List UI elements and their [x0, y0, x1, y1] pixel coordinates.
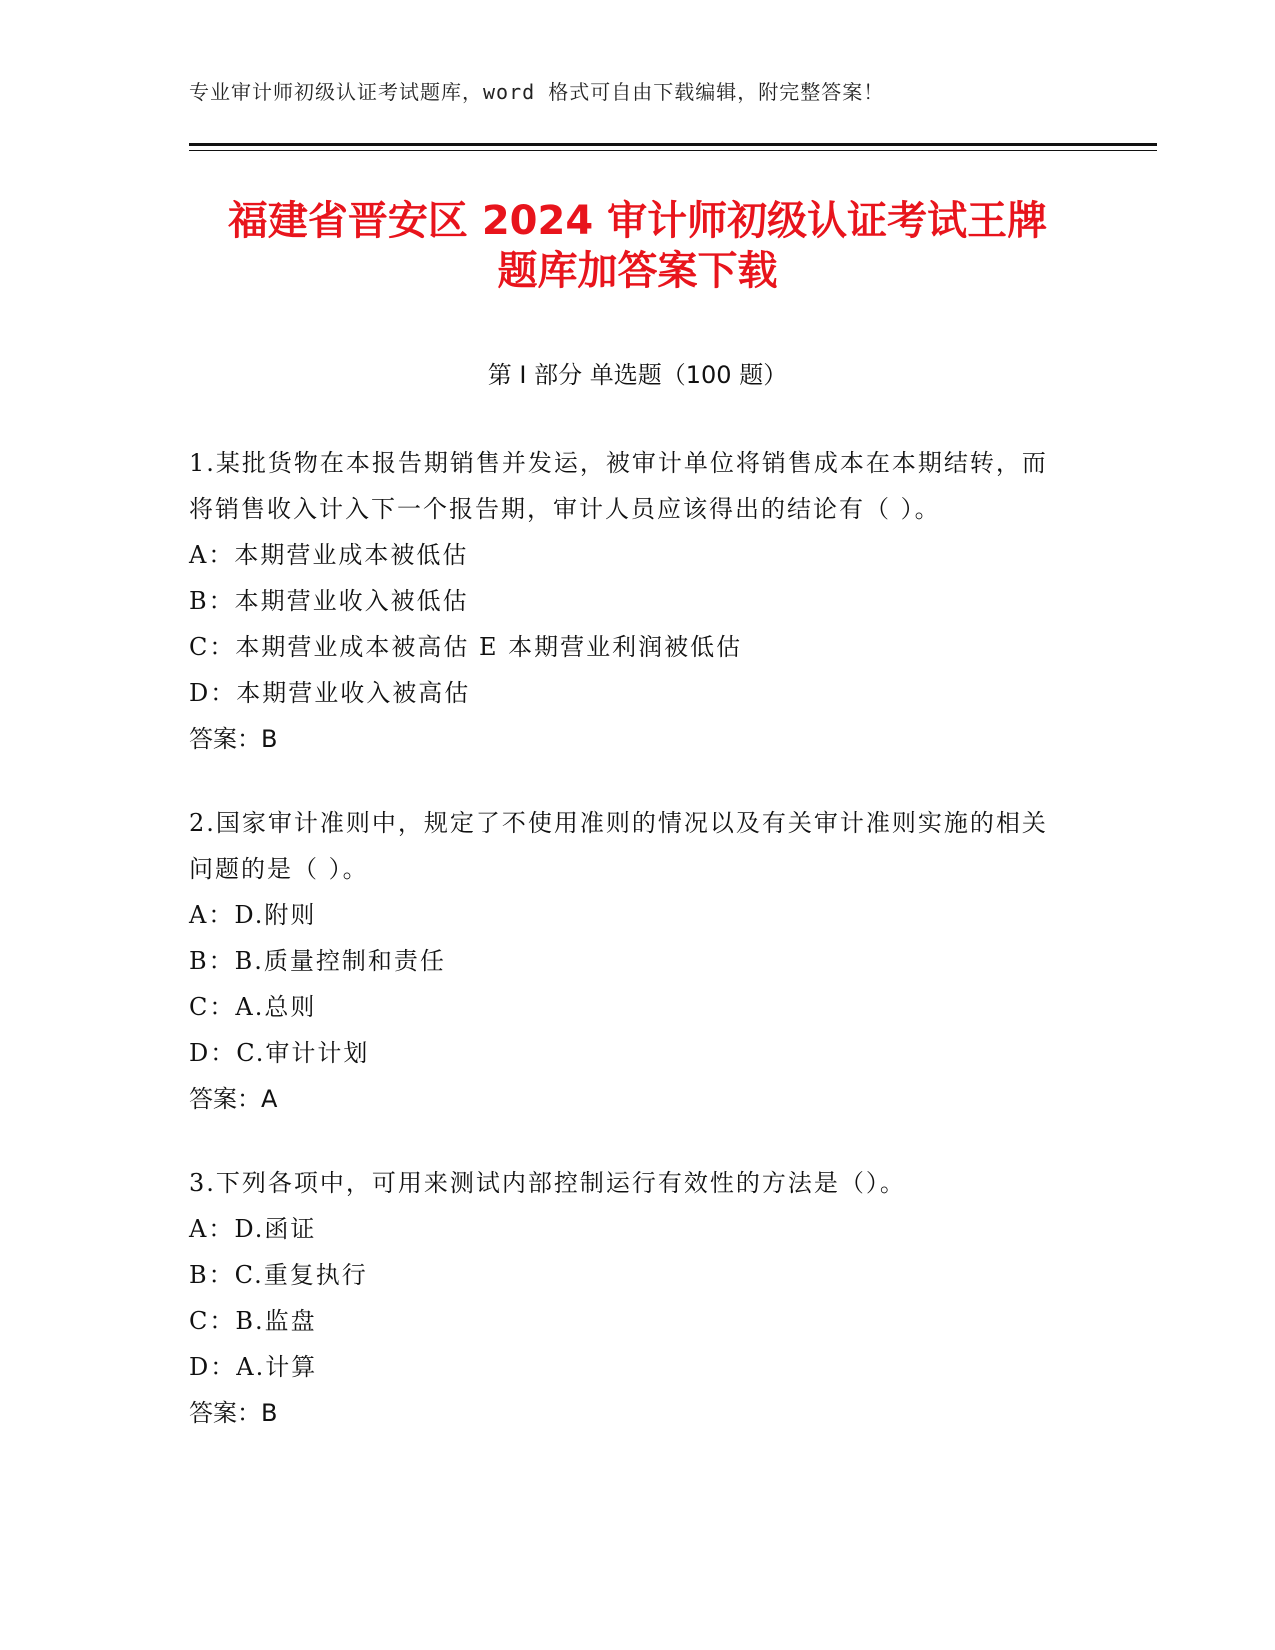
question-stem: 2.国家审计准则中，规定了不使用准则的情况以及有关审计准则实施的相关问题的是（ ）。 [189, 809, 1048, 883]
question-option-c: C：A.总则 [189, 993, 317, 1021]
question-option-d: D：C.审计计划 [189, 1039, 370, 1067]
header-rule-thin [189, 150, 1157, 151]
question-option-d: D：A.计算 [189, 1353, 318, 1381]
section-title: 第 I 部分 单选题（100 题） [487, 361, 788, 389]
question-option-b: B：B.质量控制和责任 [189, 947, 446, 975]
question-1 [189, 440, 1069, 762]
question-option-a: A：D.附则 [189, 901, 317, 929]
question-option-b: B：C.重复执行 [189, 1261, 368, 1289]
question-stem: 1.某批货物在本报告期销售并发运，被审计单位将销售成本在本期结转，而将销售收入计入下一个报告期，审计人员应该得出的结论有（ ）。 [189, 449, 1048, 523]
question-answer: 答案：A [189, 1085, 278, 1113]
question-option-c: C：B.监盘 [189, 1307, 317, 1335]
question-answer: 答案：B [189, 1399, 278, 1427]
question-option-a: A：D.函证 [189, 1215, 317, 1243]
header-rule-thick [189, 143, 1157, 146]
header-note: 专业审计师初级认证考试题库，word 格式可自由下载编辑，附完整答案！ [189, 80, 885, 104]
document-title-line2: 题库加答案下载 [497, 248, 778, 294]
question-answer: 答案：B [189, 725, 278, 753]
document-title-line1: 福建省晋安区 2024 审计师初级认证考试王牌 [227, 198, 1048, 244]
question-option-b: B：本期营业收入被低估 [189, 587, 469, 615]
question-2 [189, 800, 1069, 1122]
question-option-a: A：本期营业成本被低估 [189, 541, 469, 569]
document-title [160, 196, 1115, 296]
question-3 [189, 1160, 1069, 1436]
question-stem: 3.下列各项中，可用来测试内部控制运行有效性的方法是（）。 [189, 1169, 906, 1197]
question-list [189, 440, 1069, 1474]
question-option-c: C：本期营业成本被高估 E 本期营业利润被低估 [189, 633, 743, 661]
question-option-d: D：本期营业收入被高估 [189, 679, 471, 707]
